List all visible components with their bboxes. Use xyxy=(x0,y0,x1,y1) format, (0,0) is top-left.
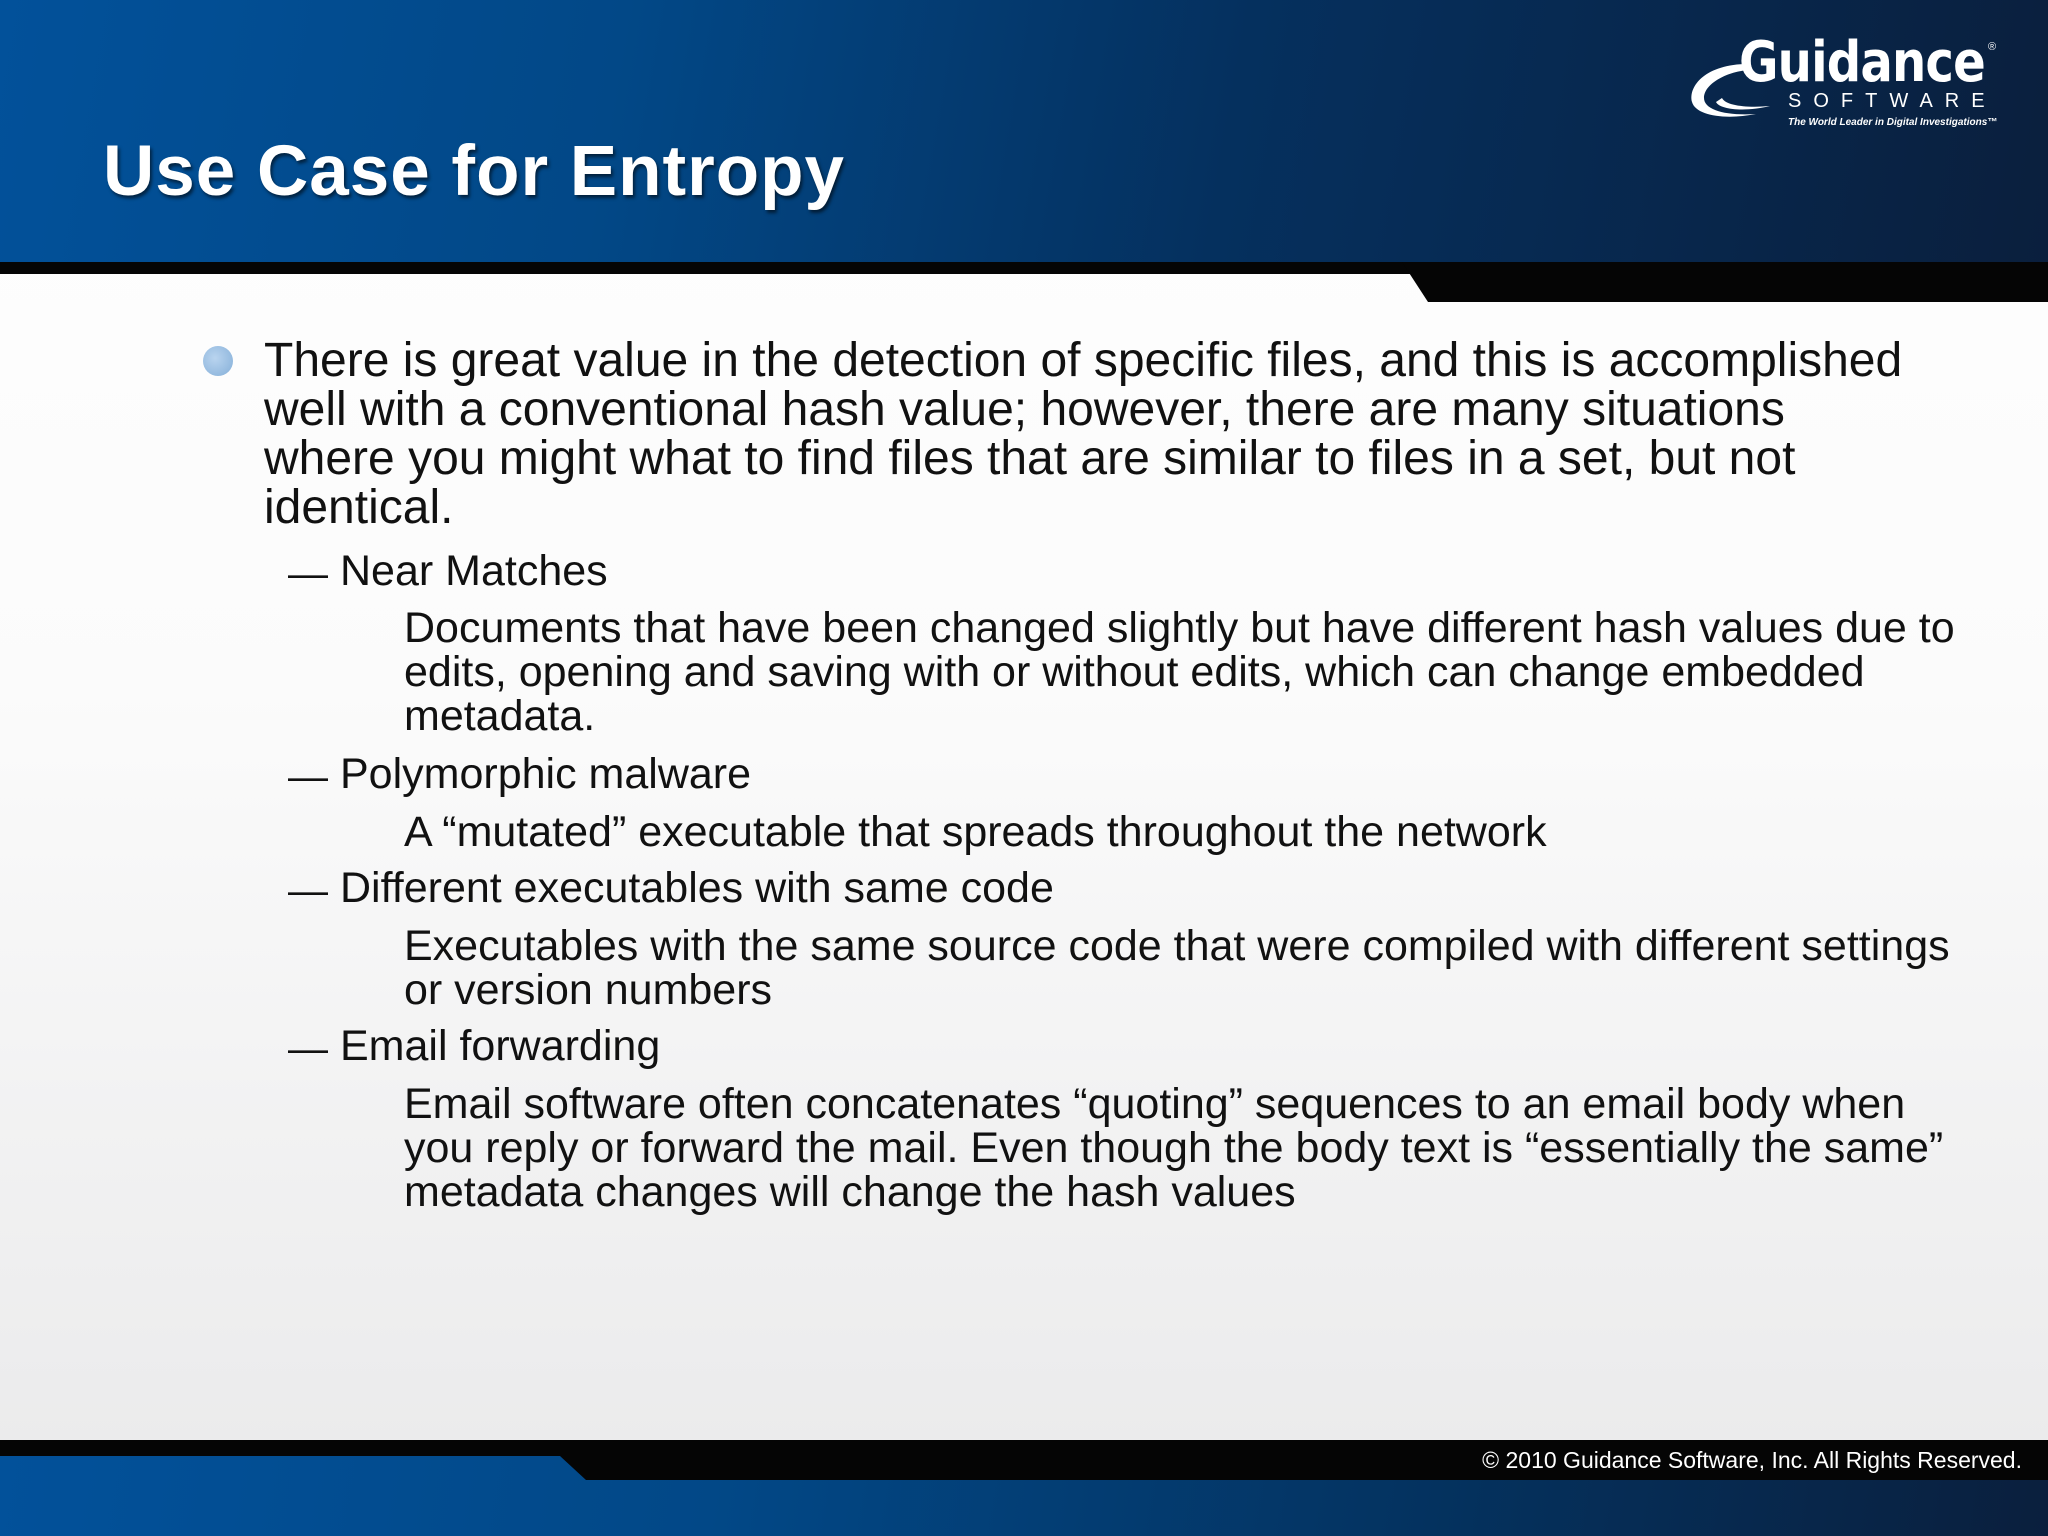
logo-tagline: The World Leader in Digital Investigations™ xyxy=(1788,117,1998,128)
slide-title: Use Case for Entropy xyxy=(103,132,846,211)
dash-icon: — xyxy=(288,755,328,799)
dash-icon: — xyxy=(288,869,328,913)
dash-icon: — xyxy=(288,1027,328,1071)
main-bullet-text: There is great value in the detection of specific files, and this is accomplished well with a conventional hash value; however, there are many situations where you might what to find files that are similar to files in a set, but not identical. xyxy=(264,334,1903,534)
bullet-dot-icon xyxy=(203,346,233,376)
subitem-detail: Executables with the same source code that were compiled with different settings or version numbers xyxy=(404,922,1950,1014)
logo-wordmark: Guidance xyxy=(1739,30,1985,95)
guidance-software-logo xyxy=(1686,30,2016,136)
copyright-notice: © 2010 Guidance Software, Inc. All Rights Reserved. xyxy=(1482,1447,2022,1473)
subitem-heading: Polymorphic malware xyxy=(340,750,752,798)
logo-registered-mark: ® xyxy=(1988,41,1997,53)
subitem-detail: Email software often concatenates “quoting” sequences to an email body when you reply or forward the mail. Even though the body text is “essentially the same” metadata changes will change the hash values xyxy=(404,1080,1944,1216)
subitem-heading: Email forwarding xyxy=(340,1022,661,1070)
dash-icon: — xyxy=(288,552,328,596)
subitem-detail: A “mutated” executable that spreads throughout the network xyxy=(404,808,1547,856)
subitem-heading: Near Matches xyxy=(340,547,608,595)
subitem-heading: Different executables with same code xyxy=(340,864,1054,912)
logo-software-text: SOFTWARE xyxy=(1788,90,1997,112)
header-notch-shape xyxy=(0,262,2048,304)
subitem-detail: Documents that have been changed slightly but have different hash values due to edits, opening and saving with or without edits, which can change embedded metadata. xyxy=(404,604,1955,740)
